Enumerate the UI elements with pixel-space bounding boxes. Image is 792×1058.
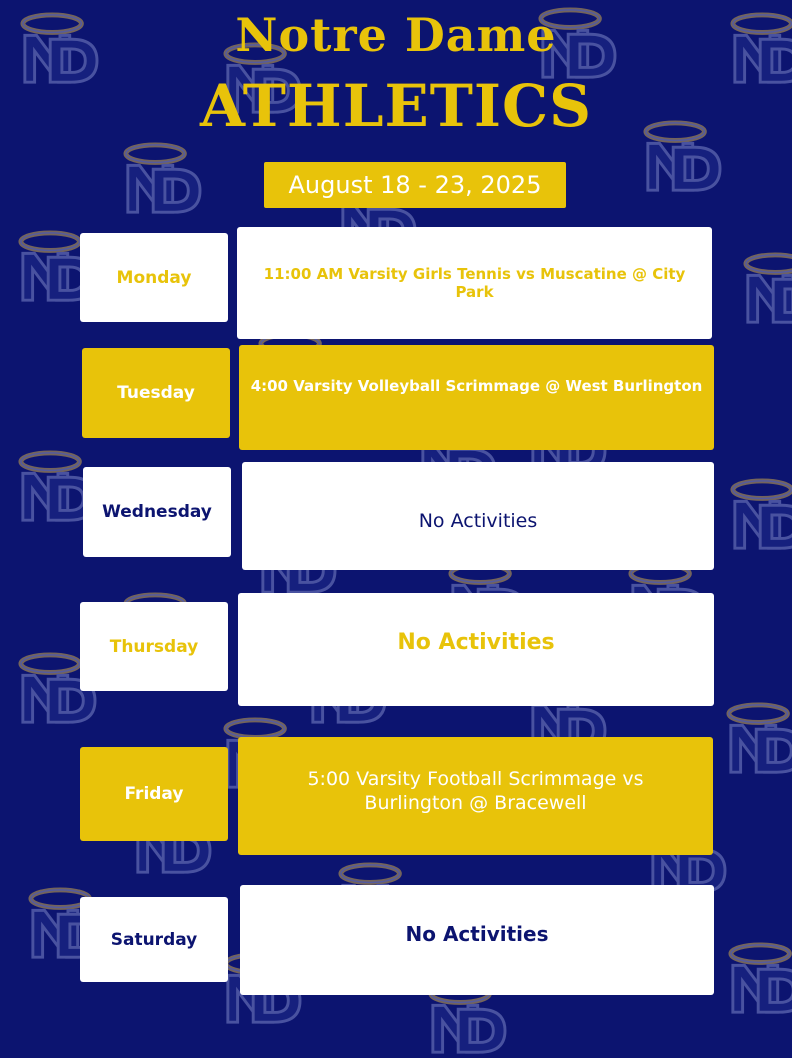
activity-text: 4:00 Varsity Volleyball Scrimmage @ West Burlington [250,377,703,395]
activity-text: No Activities [397,630,555,655]
day-label-thursday [80,602,228,691]
day-text: Monday [116,267,192,288]
day-label-monday [80,233,228,322]
activity-box-monday [237,227,712,339]
title-athletics: ATHLETICS [199,72,593,140]
day-text: Saturday [110,929,198,950]
activity-box-wednesday [242,462,714,570]
title-school-name: Notre Dame [235,8,557,62]
day-text: Friday [124,784,184,804]
day-text: Wednesday [102,502,212,522]
activity-box-friday [238,737,713,855]
notre-dame-nd-halo-logo-icon [720,940,792,1018]
day-label-tuesday [82,348,230,438]
date-range-badge: August 18 - 23, 2025 [264,162,566,208]
activity-text: 11:00 AM Varsity Girls Tennis vs Muscatine @ City Park [263,265,686,301]
activity-text: 5:00 Varsity Football Scrimmage vs Burlington @ Bracewell [307,768,644,814]
activity-box-thursday [238,593,714,706]
day-label-wednesday [83,467,231,557]
activity-box-tuesday [239,345,714,450]
activity-text: No Activities [405,922,549,946]
day-text: Tuesday [117,383,195,403]
day-label-friday [80,747,228,841]
day-label-saturday [80,897,228,982]
notre-dame-nd-halo-logo-icon [722,476,792,554]
notre-dame-nd-halo-logo-icon [735,250,792,328]
activity-text: No Activities [418,510,538,532]
notre-dame-nd-halo-logo-icon [718,700,792,778]
day-text: Thursday [109,636,199,657]
activity-box-saturday [240,885,714,995]
notre-dame-nd-halo-logo-icon [115,140,207,218]
